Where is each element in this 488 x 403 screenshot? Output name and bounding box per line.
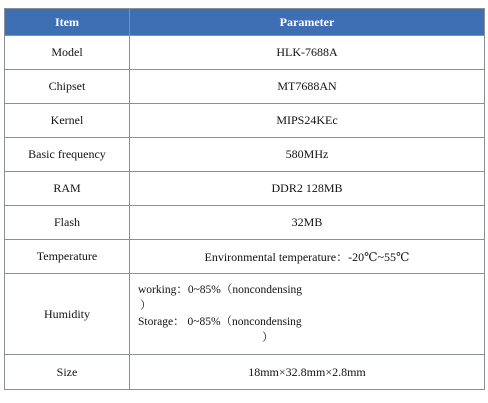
header-parameter: Parameter	[130, 9, 485, 36]
row-label: Humidity	[5, 274, 130, 355]
table-row-temperature	[5, 240, 485, 274]
table-row-basic-frequency	[5, 138, 485, 172]
row-value: MT7688AN	[130, 70, 485, 104]
row-label: Kernel	[5, 104, 130, 138]
row-value: 32MB	[130, 206, 485, 240]
table-header-row	[5, 9, 485, 36]
row-value: HLK-7688A	[130, 36, 485, 70]
humidity-value	[130, 274, 485, 355]
row-label: Model	[5, 36, 130, 70]
table-row-chipset	[5, 70, 485, 104]
row-label: Size	[5, 355, 130, 390]
row-value: DDR2 128MB	[130, 172, 485, 206]
table-row-kernel	[5, 104, 485, 138]
table-row-flash	[5, 206, 485, 240]
table-row-model	[5, 36, 485, 70]
table-row-size	[5, 355, 485, 390]
row-label: Flash	[5, 206, 130, 240]
row-label: Chipset	[5, 70, 130, 104]
row-value: MIPS24KEc	[130, 104, 485, 138]
humidity-working-close: ）	[140, 300, 152, 312]
row-value: Environmental temperature：-20℃~55℃	[130, 240, 485, 274]
humidity-storage-close: ）	[262, 332, 274, 344]
humidity-working: working：0~85%（noncondensing	[138, 284, 303, 296]
table-row-ram	[5, 172, 485, 206]
humidity-storage: Storage： 0~85%（noncondensing	[138, 316, 302, 328]
row-label: Temperature	[5, 240, 130, 274]
row-value: 18mm×32.8mm×2.8mm	[130, 355, 485, 390]
row-label: RAM	[5, 172, 130, 206]
spec-table	[4, 8, 485, 390]
row-label: Basic frequency	[5, 138, 130, 172]
table-row-humidity	[5, 274, 485, 355]
row-value: 580MHz	[130, 138, 485, 172]
header-item: Item	[5, 9, 130, 36]
